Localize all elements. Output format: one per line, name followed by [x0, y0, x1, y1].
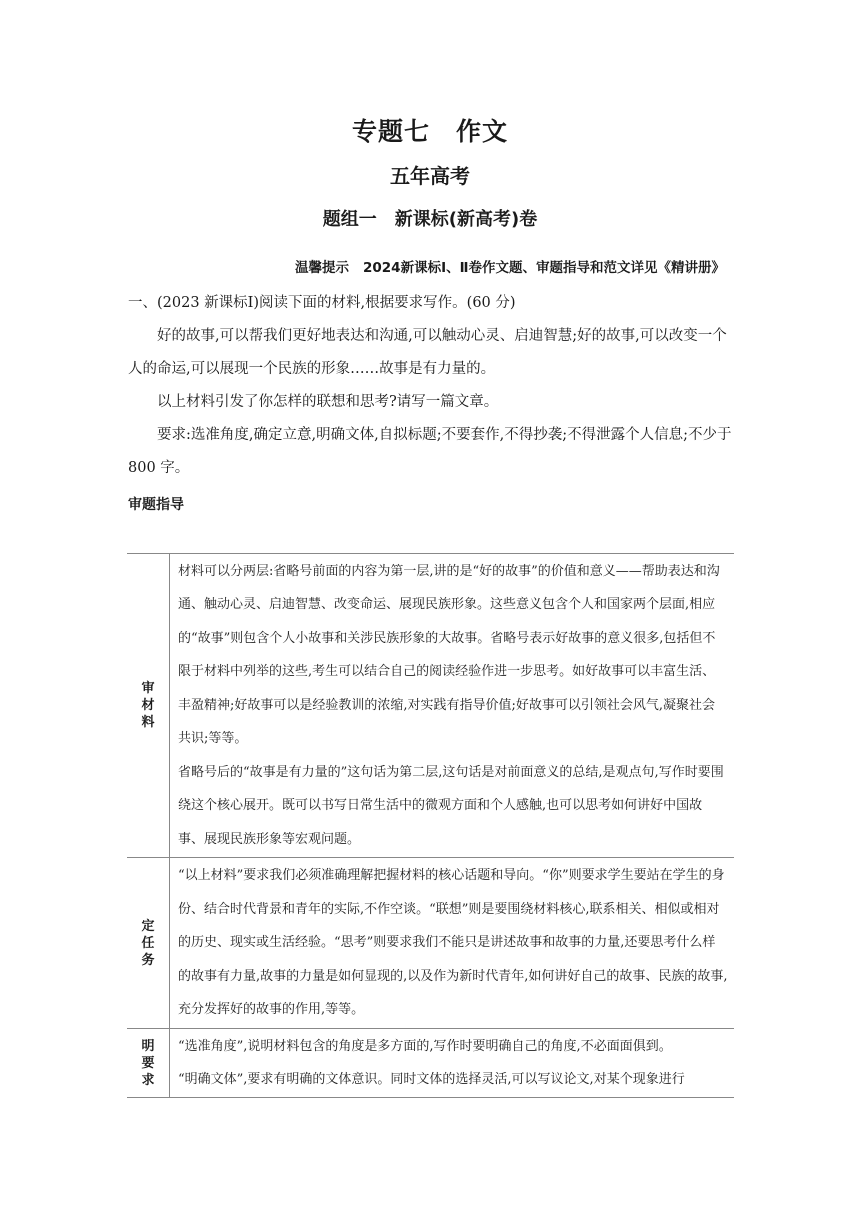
question-prompt: 以上材料引发了你怎样的联想和思考?请写一篇文章。 — [157, 394, 499, 410]
guide-paragraph: “选准角度”,说明材料包含的角度是多方面的,写作时要明确自己的角度,不必面面俱到。 — [178, 1038, 672, 1054]
tip-text: 2024新课标Ⅰ、Ⅱ卷作文题、审题指导和范文详见《精讲册》 — [363, 260, 725, 276]
guide-paragraph: “明确文体”,要求有明确的文体意识。同时文体的选择灵活,可以写议论文,对某个现象进行 — [178, 1072, 685, 1087]
tip-note — [295, 256, 725, 276]
guide-row — [127, 858, 734, 1029]
tip-label: 温馨提示 — [295, 260, 349, 276]
page-title: 专题七 作文 — [351, 117, 508, 146]
guide-row-body — [170, 554, 735, 858]
guide-paragraph: 省略号后的“故事是有力量的”这句话为第二层,这句话是对前面意义的总结,是观点句,写作时要围绕这个核心展开。既可以书写日常生活中的微观方面和个人感触,也可以思考如何讲好中国故事、展现民族形象等宏观问题。 — [178, 764, 724, 847]
guide-paragraph: 材料可以分两层:省略号前面的内容为第一层,讲的是“好的故事”的价值和意义——帮助表达和沟通、触动心灵、启迪智慧、改变命运、展现民族形象。这些意义包含个人和国家两个层面,相应的“故事”则包含个人小故事和关涉民族形象的大故事。省略号表示好故事的意义很多,包括但不限于材料中列举的这些,考生可以结合自己的阅读经验作进一步思考。如好故事可以丰富生活、丰盈精神;好故事可以是经验教训的浓缩,对实践有指导价值;好故事可以引领社会风气,凝聚社会共识;等等。 — [178, 563, 720, 747]
question-requirements: 要求:选准角度,确定立意,明确文体,自拟标题;不要套作,不得抄袭;不得泄露个人信息;不少于 800 字。 — [128, 427, 732, 476]
section-subtitle: 五年高考 — [390, 164, 470, 188]
guide-row-body — [170, 858, 735, 1029]
question-head: 一、(2023 新课标Ⅰ)阅读下面的材料,根据要求写作。(60 分) — [128, 295, 516, 311]
guide-heading: 审题指导 — [128, 497, 184, 513]
question-material: 好的故事,可以帮我们更好地表达和沟通,可以触动心灵、启迪智慧;好的故事,可以改变一个人的命运,可以展现一个民族的形象……故事是有力量的。 — [128, 328, 727, 377]
guide-row — [127, 554, 734, 858]
guide-row-label: 定任务 — [127, 858, 170, 1029]
group-title: 题组一 新课标(新高考)卷 — [322, 209, 538, 230]
guide-row-label: 审材料 — [127, 554, 170, 858]
guide-row-body — [170, 1029, 735, 1098]
guide-paragraph: “以上材料”要求我们必须准确理解把握材料的核心话题和导向。“你”则要求学生要站在学生的身份、结合时代背景和青年的实际,不作空谈。“联想”则是要围绕材料核心,联系相关、相似或相对的历史、现实或生活经验。“思考”则要求我们不能只是讲述故事和故事的力量,还要思考什么样的故事有力量,故事的力量是如何显现的,以及作为新时代青年,如何讲好自己的故事、民族的故事,充分发挥好的故事的作用,等等。 — [178, 868, 728, 1018]
guide-row — [127, 1029, 734, 1098]
guide-row-label: 明要求 — [127, 1029, 170, 1098]
question-block — [128, 287, 736, 485]
guide-table — [127, 553, 734, 1098]
